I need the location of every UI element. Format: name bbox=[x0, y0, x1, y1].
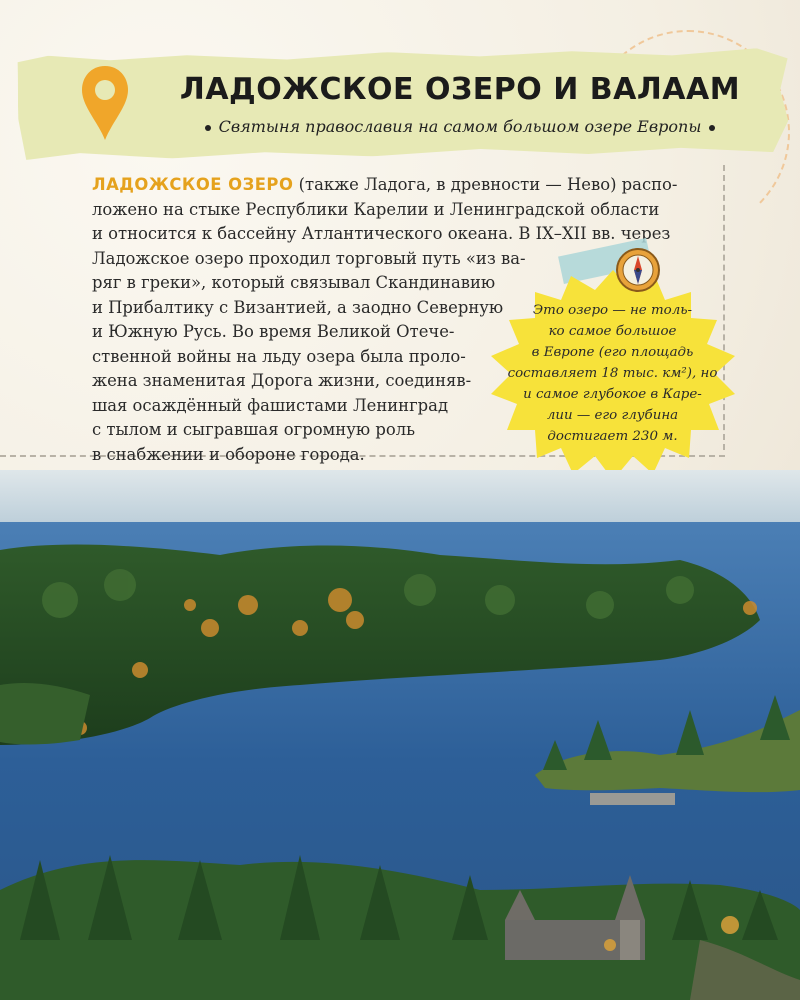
callout-line: составляет 18 тыс. км²), но bbox=[507, 366, 718, 381]
article-line: жена знаменитая Дорога жизни, соединяв- bbox=[92, 371, 472, 390]
article-line: ряг в греки», который связывал Скандинавию bbox=[92, 273, 496, 292]
callout-line: лии — его глубина bbox=[546, 408, 679, 423]
article-line: и Южную Русь. Во время Великой Отече- bbox=[92, 322, 455, 341]
page-title: ЛАДОЖСКОЕ ОЗЕРО И ВАЛААМ bbox=[179, 72, 741, 107]
page-subtitle bbox=[150, 117, 770, 136]
article-line-text: (также Ладога, в древности — Нево) распо- bbox=[293, 175, 678, 194]
article-line: и Прибалтику с Византией, а заодно Северную bbox=[92, 297, 504, 317]
callout-line: ко самое большое bbox=[548, 324, 677, 339]
compass-icon bbox=[615, 247, 661, 293]
subtitle-text: Святыня православия на самом большом озере Европы bbox=[218, 117, 702, 136]
article-line: ложено на стыке Республики Карелии и Ленинградской области bbox=[92, 199, 660, 219]
article-line: ственной войны на льду озера была проло- bbox=[92, 346, 466, 366]
article-line bbox=[92, 173, 702, 198]
bullet-dot bbox=[205, 125, 211, 131]
article-line: Ладожское озеро проходил торговый путь «из ва- bbox=[92, 248, 526, 268]
bullet-dot bbox=[709, 125, 715, 131]
callout-line: и самое глубокое в Каре- bbox=[523, 387, 702, 402]
article-line: и относится к бассейну Атлантического океана. В IX–XII вв. через bbox=[92, 224, 671, 243]
callout-line: в Европе (его площадь bbox=[531, 345, 694, 360]
article-line: шая осаждённый фашистами Ленинград bbox=[92, 395, 449, 415]
lake-photo bbox=[0, 470, 800, 1000]
article-highlight: ЛАДОЖСКОЕ ОЗЕРО bbox=[92, 175, 294, 194]
callout-line: достигает 230 м. bbox=[547, 429, 678, 444]
callout-line: Это озеро — не толь- bbox=[532, 303, 693, 318]
article-line: с тылом и сыгравшая огромную роль bbox=[92, 420, 416, 439]
article-line: в снабжении и обороне города. bbox=[92, 444, 365, 464]
location-pin-icon bbox=[80, 64, 130, 142]
callout-text bbox=[500, 300, 725, 447]
